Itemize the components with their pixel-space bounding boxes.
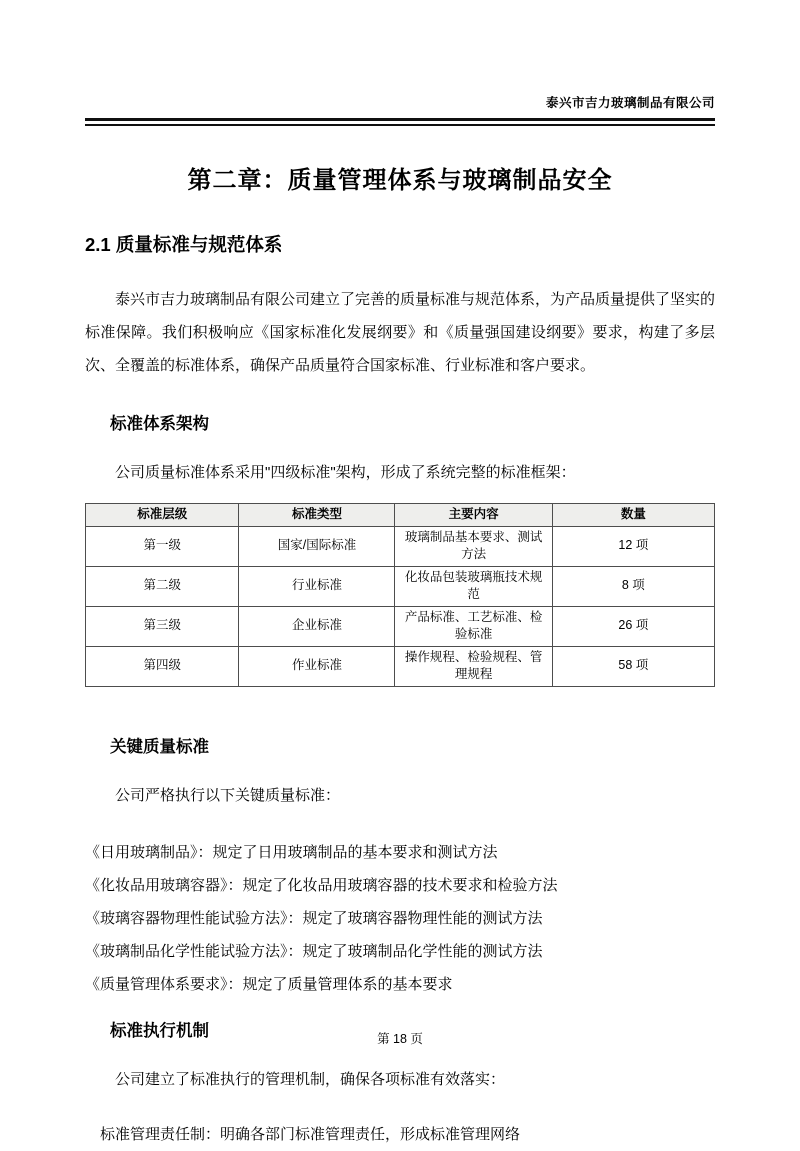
execution-list-item: 标准管理责任制：明确各部门标准管理责任，形成标准管理网络	[100, 1125, 521, 1143]
standards-table-head	[86, 504, 715, 527]
cell-type: 企业标准	[239, 606, 395, 646]
section-intro-paragraph: 泰兴市吉力玻璃制品有限公司建立了完善的质量标准与规范体系，为产品质量提供了坚实的标准保障。我们积极响应《国家标准化发展纲要》和《质量强国建设纲要》要求，构建了多层次、全覆盖的标准体系，确保产品质量符合国家标准、行业标准和客户要求。	[85, 291, 716, 374]
key-standards-intro-paragraph: 公司严格执行以下关键质量标准：	[115, 786, 341, 804]
table-row	[86, 566, 715, 606]
table-row	[86, 646, 715, 686]
cell-type: 作业标准	[239, 646, 395, 686]
standard-list-item: 《化妆品用玻璃容器》：规定了化妆品用玻璃容器的技术要求和检验方法	[85, 876, 558, 894]
section-heading-2-1: 2.1 质量标准与规范体系	[85, 234, 283, 255]
table-row	[86, 606, 715, 646]
header-rule-thick	[85, 118, 715, 121]
cell-level: 第四级	[86, 646, 239, 686]
cell-level: 第二级	[86, 566, 239, 606]
standard-list-item: 《玻璃制品化学性能试验方法》：规定了玻璃制品化学性能的测试方法	[85, 942, 543, 960]
subheading-architecture: 标准体系架构	[110, 415, 209, 433]
cell-level: 第一级	[86, 526, 239, 566]
table-header-type: 标准类型	[239, 504, 395, 527]
chapter-title: 第二章：质量管理体系与玻璃制品安全	[187, 167, 613, 194]
cell-count: 8 项	[552, 566, 714, 606]
subheading-execution: 标准执行机制	[110, 1021, 209, 1040]
cell-content: 化妆品包装玻璃瓶技术规范	[395, 566, 552, 606]
cell-type: 行业标准	[239, 566, 395, 606]
standard-list-item: 《玻璃容器物理性能试验方法》：规定了玻璃容器物理性能的测试方法	[85, 909, 543, 927]
cell-content: 操作规程、检验规程、管理规程	[395, 646, 552, 686]
standard-list-item: 《质量管理体系要求》：规定了质量管理体系的基本要求	[85, 975, 453, 993]
table-header-level: 标准层级	[86, 504, 239, 527]
table-row	[86, 526, 715, 566]
key-standards-list	[85, 836, 715, 1001]
standards-table-body	[86, 526, 715, 686]
header-rule-thin	[85, 124, 715, 126]
page-number: 第 18 页	[377, 1032, 423, 1046]
cell-content: 玻璃制品基本要求、测试方法	[395, 526, 552, 566]
page-header	[85, 0, 715, 126]
cell-level: 第三级	[86, 606, 239, 646]
execution-intro-paragraph: 公司建立了标准执行的管理机制，确保各项标准有效落实：	[115, 1070, 506, 1088]
cell-count: 26 项	[552, 606, 714, 646]
table-header-content: 主要内容	[395, 504, 552, 527]
standard-list-item: 《日用玻璃制品》：规定了日用玻璃制品的基本要求和测试方法	[85, 843, 498, 861]
cell-count: 58 项	[552, 646, 714, 686]
subheading-key-standards: 关键质量标准	[110, 737, 209, 756]
cell-content: 产品标准、工艺标准、检验标准	[395, 606, 552, 646]
architecture-intro-paragraph: 公司质量标准体系采用"四级标准"架构，形成了系统完整的标准框架：	[115, 464, 576, 481]
company-name: 泰兴市吉力玻璃制品有限公司	[545, 96, 715, 110]
standards-table	[85, 503, 715, 687]
cell-count: 12 项	[552, 526, 714, 566]
table-header-count: 数量	[552, 504, 714, 527]
table-header-row	[86, 504, 715, 527]
cell-type: 国家/国际标准	[239, 526, 395, 566]
